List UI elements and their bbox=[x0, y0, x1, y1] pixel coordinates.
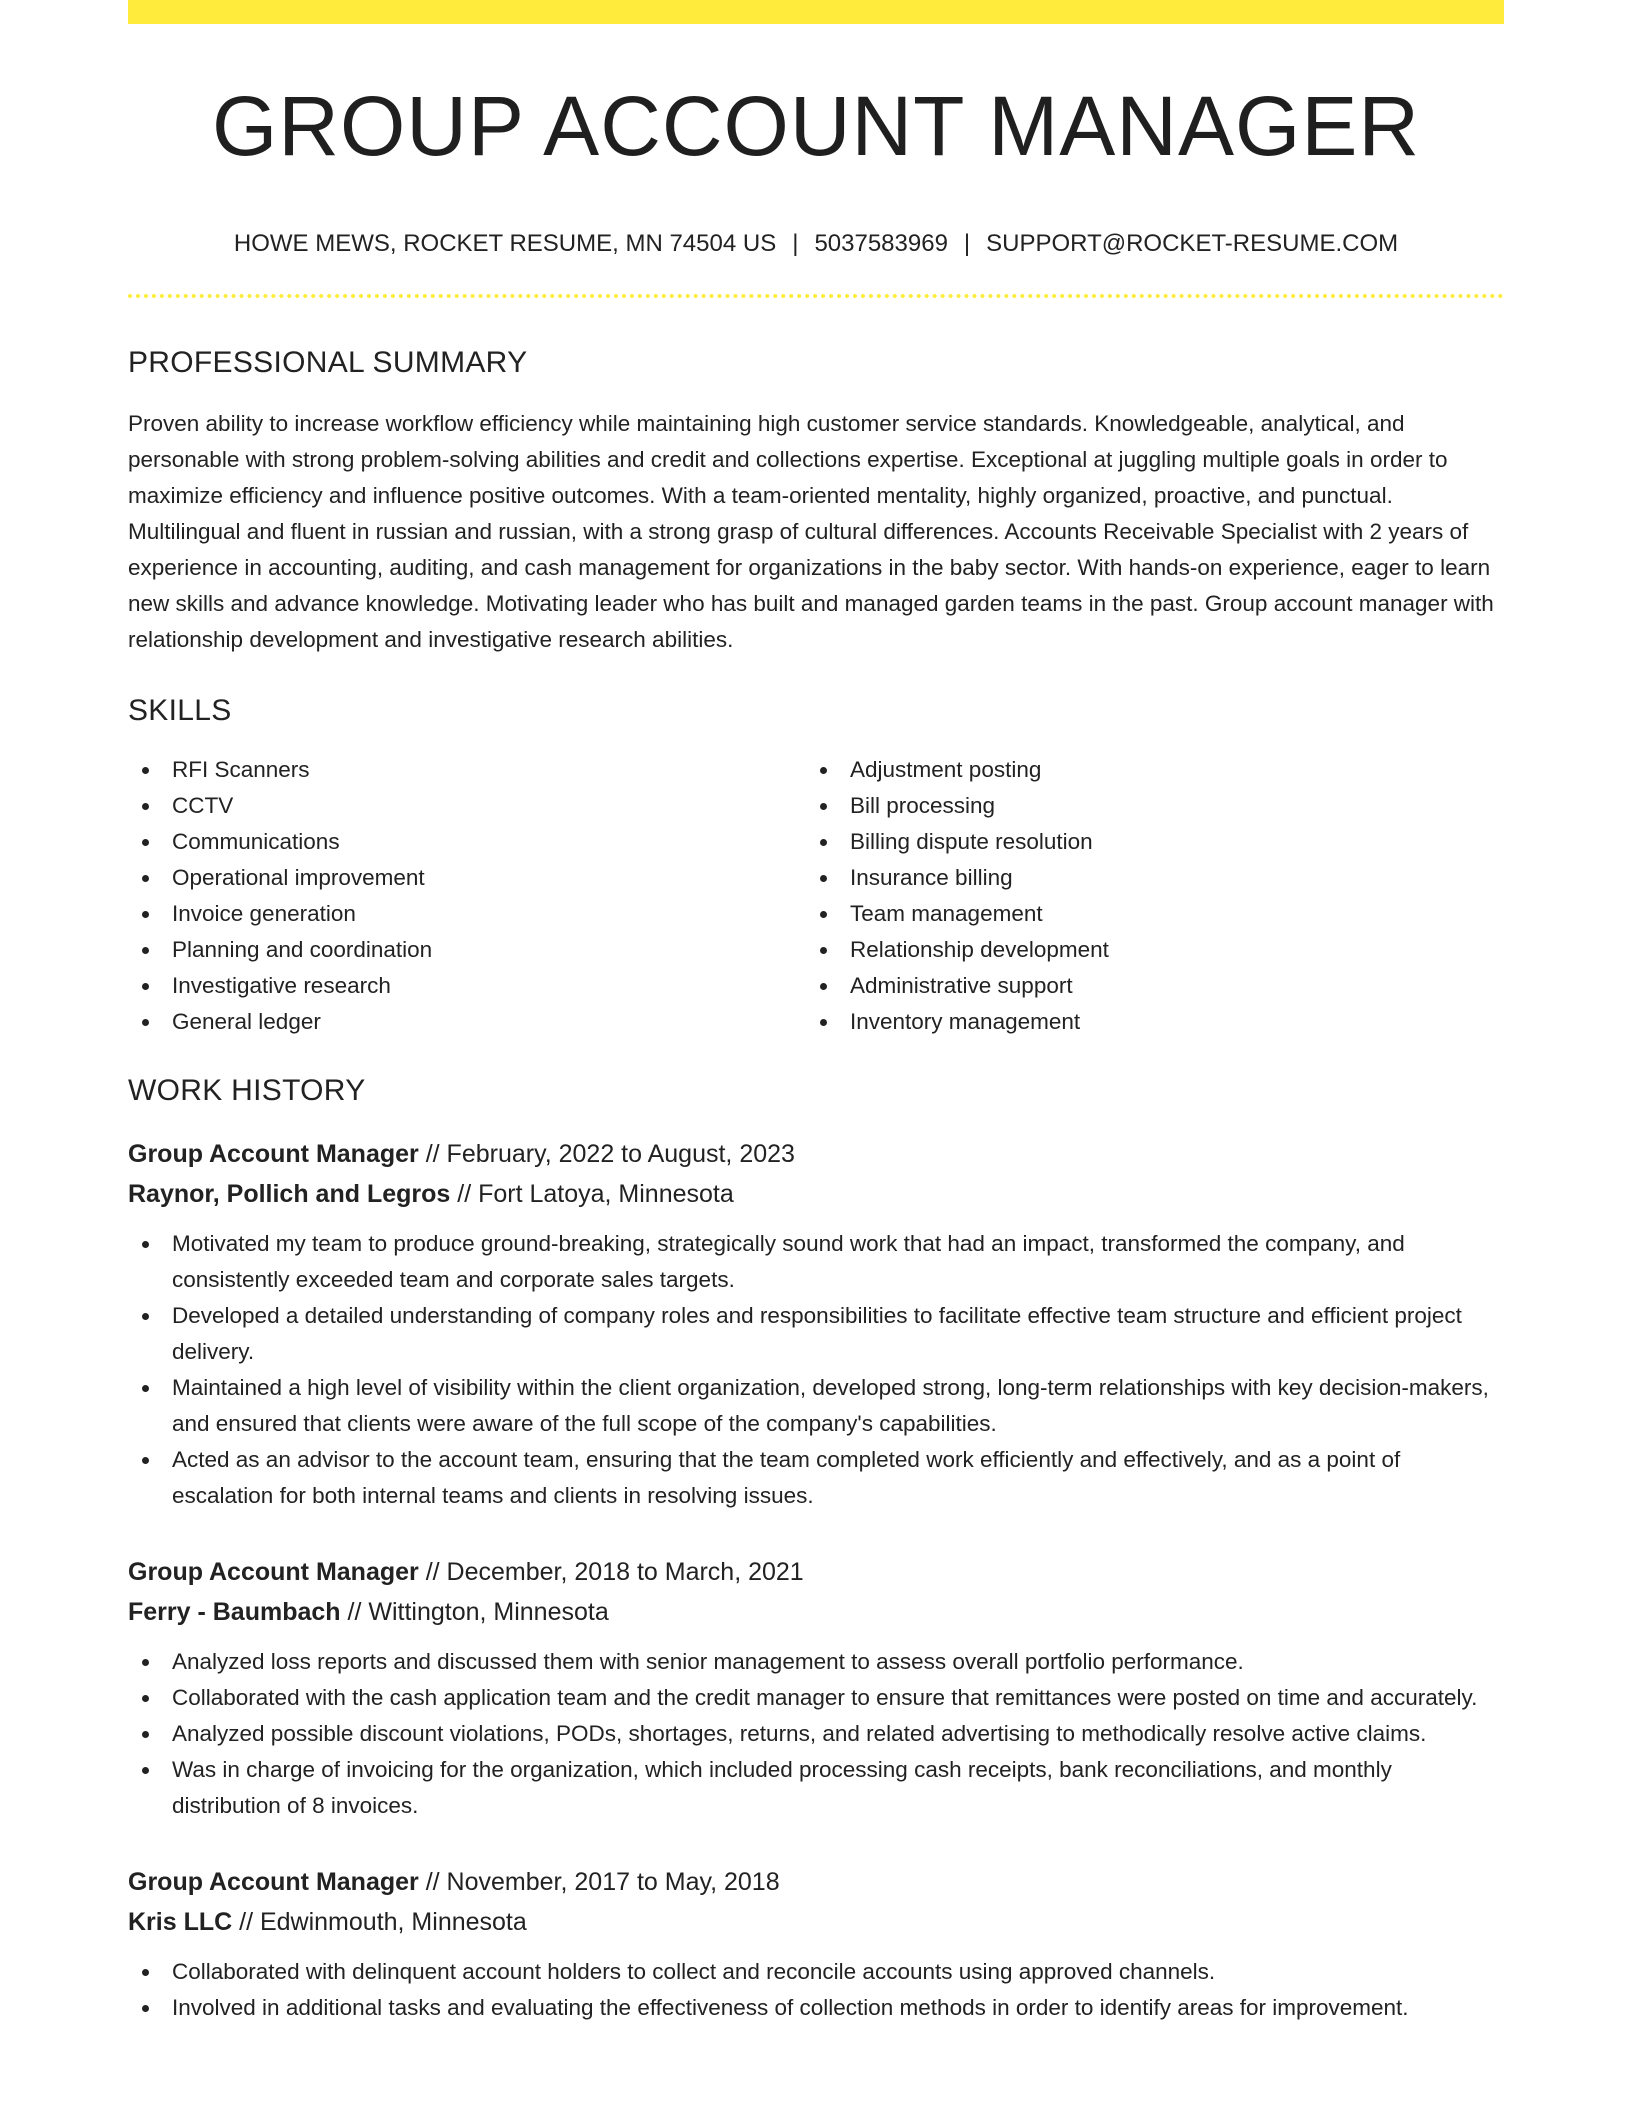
skill-item: Operational improvement bbox=[128, 860, 806, 896]
skill-item: Administrative support bbox=[806, 968, 1484, 1004]
job-bullets bbox=[128, 1954, 1504, 2026]
job-bullet: Analyzed possible discount violations, PODs, shortages, returns, and related advertising to methodically resolve active claims. bbox=[128, 1716, 1504, 1752]
job-bullet: Motivated my team to produce ground-breaking, strategically sound work that had an impact, transformed the company, and consistently exceeded team and corporate sales targets. bbox=[128, 1226, 1504, 1298]
dotted-divider bbox=[128, 294, 1504, 298]
job-bullet: Collaborated with the cash application team and the credit manager to ensure that remittances were posted on time and accurately. bbox=[128, 1680, 1504, 1716]
job-title-line bbox=[128, 1862, 1504, 1902]
job-company: Raynor, Pollich and Legros bbox=[128, 1180, 451, 1208]
skills-column-left bbox=[128, 752, 806, 1040]
job-bullet: Involved in additional tasks and evaluating the effectiveness of collection methods in order to identify areas for improvement. bbox=[128, 1990, 1504, 2026]
job-role: Group Account Manager bbox=[128, 1558, 419, 1586]
contact-separator: | bbox=[792, 230, 799, 257]
job-bullet: Analyzed loss reports and discussed them with senior management to assess overall portfolio performance. bbox=[128, 1644, 1504, 1680]
contact-line bbox=[128, 232, 1504, 256]
job-bullet: Developed a detailed understanding of company roles and responsibilities to facilitate effective team structure and efficient project delivery. bbox=[128, 1298, 1504, 1370]
skill-item: Relationship development bbox=[806, 932, 1484, 968]
job-company-line bbox=[128, 1174, 1504, 1214]
skill-item: Communications bbox=[128, 824, 806, 860]
job-company: Ferry - Baumbach bbox=[128, 1598, 341, 1626]
job-role: Group Account Manager bbox=[128, 1868, 419, 1896]
job-title-line bbox=[128, 1552, 1504, 1592]
skills-heading: SKILLS bbox=[128, 694, 232, 727]
job-bullets bbox=[128, 1226, 1504, 1514]
job-entry bbox=[128, 1552, 1504, 1824]
summary-text: Proven ability to increase workflow efficiency while maintaining high customer service standards. Knowledgeable, analytical, and personable with strong problem-solving abilities and credit and collections expertise. Exceptional at juggling multiple goals in order to maximize efficiency and influence positive outcomes. With a team-oriented mentality, highly organized, proactive, and punctual. Multilingual and fluent in russian and russian, with a strong grasp of cultural differences. Accounts Receivable Specialist with 2 years of experience in accounting, auditing, and cash management for organizations in the baby sector. With hands-on experience, eager to learn new skills and advance knowledge. Motivating leader who has built and managed garden teams in the past. Group account manager with relationship development and investigative research abilities. bbox=[128, 411, 1494, 652]
skill-item: Invoice generation bbox=[128, 896, 806, 932]
skill-item: Billing dispute resolution bbox=[806, 824, 1484, 860]
skill-item: Planning and coordination bbox=[128, 932, 806, 968]
job-company-line bbox=[128, 1592, 1504, 1632]
job-bullet: Acted as an advisor to the account team, ensuring that the team completed work efficiently and effectively, and as a point of escalation for both internal teams and clients in resolving issues. bbox=[128, 1442, 1504, 1514]
contact-email[interactable]: SUPPORT@ROCKET-RESUME.COM bbox=[986, 230, 1399, 257]
skill-item: Adjustment posting bbox=[806, 752, 1484, 788]
skill-item: Bill processing bbox=[806, 788, 1484, 824]
job-location: // Edwinmouth, Minnesota bbox=[232, 1908, 527, 1936]
work-history-heading: WORK HISTORY bbox=[128, 1074, 366, 1107]
top-accent-bar bbox=[128, 0, 1504, 24]
job-company: Kris LLC bbox=[128, 1908, 233, 1936]
skills-list bbox=[128, 752, 1504, 1040]
job-bullet: Collaborated with delinquent account holders to collect and reconcile accounts using approved channels. bbox=[128, 1954, 1504, 1990]
contact-separator: | bbox=[963, 230, 971, 257]
skills-column-right bbox=[806, 752, 1484, 1040]
job-entry bbox=[128, 1134, 1504, 1514]
job-role: Group Account Manager bbox=[128, 1140, 419, 1168]
job-company-line bbox=[128, 1902, 1504, 1942]
job-dates: // February, 2022 to August, 2023 bbox=[418, 1140, 795, 1168]
job-bullet: Was in charge of invoicing for the organization, which included processing cash receipts, bank reconciliations, and monthly distribution of 8 invoices. bbox=[128, 1752, 1504, 1824]
skill-item: General ledger bbox=[128, 1004, 806, 1040]
job-bullets bbox=[128, 1644, 1504, 1824]
skill-item: Team management bbox=[806, 896, 1484, 932]
resume-page bbox=[128, 0, 1504, 2026]
skill-item: RFI Scanners bbox=[128, 752, 806, 788]
skill-item: Inventory management bbox=[806, 1004, 1484, 1040]
job-bullet: Maintained a high level of visibility within the client organization, developed strong, long-term relationships with key decision-makers, and ensured that clients were aware of the full scope of the company's capabilities. bbox=[128, 1370, 1504, 1442]
contact-address: HOWE MEWS, ROCKET RESUME, MN 74504 US bbox=[233, 230, 777, 257]
job-dates: // November, 2017 to May, 2018 bbox=[418, 1868, 780, 1896]
skill-item: Insurance billing bbox=[806, 860, 1484, 896]
resume-title: GROUP ACCOUNT MANAGER bbox=[211, 79, 1421, 173]
skill-item: CCTV bbox=[128, 788, 806, 824]
job-location: // Fort Latoya, Minnesota bbox=[450, 1180, 734, 1208]
job-title-line bbox=[128, 1134, 1504, 1174]
contact-phone: 5037583969 bbox=[814, 230, 948, 257]
job-dates: // December, 2018 to March, 2021 bbox=[418, 1558, 804, 1586]
job-entry bbox=[128, 1862, 1504, 2026]
job-location: // Wittington, Minnesota bbox=[340, 1598, 609, 1626]
skill-item: Investigative research bbox=[128, 968, 806, 1004]
summary-heading: PROFESSIONAL SUMMARY bbox=[128, 346, 528, 379]
